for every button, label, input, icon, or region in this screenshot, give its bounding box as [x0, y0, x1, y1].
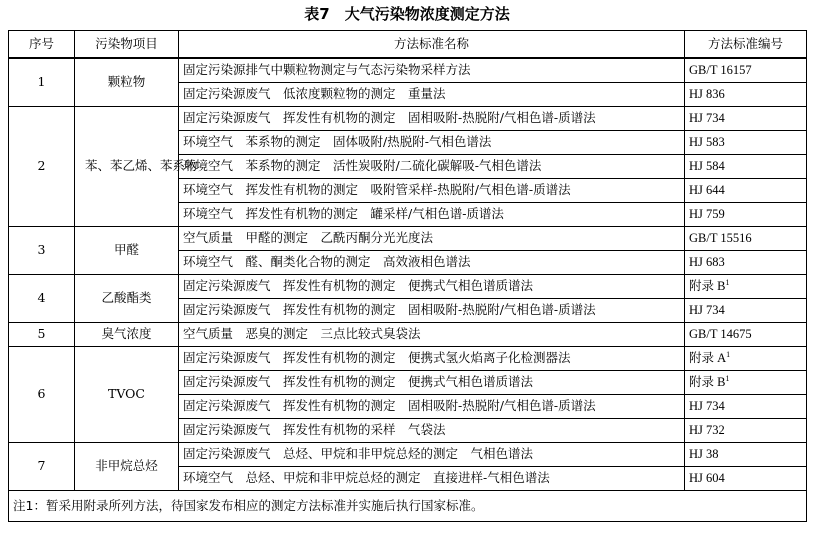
method-code-text: HJ 584: [689, 159, 725, 173]
row-number: 4: [9, 274, 75, 322]
method-code-text: HJ 732: [689, 423, 725, 437]
footnote-marker: 1: [725, 277, 730, 287]
header-no: 序号: [9, 31, 75, 59]
footnote-marker: 1: [725, 373, 730, 383]
pollutant-item: 颗粒物: [75, 58, 179, 106]
pollutant-item: 苯、苯乙烯、苯系物: [75, 106, 179, 226]
method-code: [685, 154, 807, 178]
method-name: 环境空气 挥发性有机物的测定 吸附管采样-热脱附/气相色谱-质谱法: [179, 178, 685, 202]
method-name: 固定污染源废气 挥发性有机物的测定 固相吸附-热脱附/气相色谱-质谱法: [179, 298, 685, 322]
method-code: [685, 130, 807, 154]
method-name: 环境空气 醛、酮类化合物的测定 高效液相色谱法: [179, 250, 685, 274]
table-row: [9, 442, 807, 466]
method-name: 固定污染源废气 总烃、甲烷和非甲烷总烃的测定 气相色谱法: [179, 442, 685, 466]
method-name: 空气质量 甲醛的测定 乙酰丙酮分光光度法: [179, 226, 685, 250]
method-code: [685, 202, 807, 226]
footnote: 注1：暂采用附录所列方法，待国家发布相应的测定方法标准并实施后执行国家标准。: [9, 490, 807, 521]
pollutant-item: 甲醛: [75, 226, 179, 274]
method-code-text: HJ 836: [689, 87, 725, 101]
method-name: 空气质量 恶臭的测定 三点比较式臭袋法: [179, 322, 685, 346]
pollutant-item: 臭气浓度: [75, 322, 179, 346]
method-code-text: GB/T 15516: [689, 231, 752, 245]
method-code-text: HJ 734: [689, 111, 725, 125]
method-code-text: HJ 604: [689, 471, 725, 485]
method-code-text: HJ 583: [689, 135, 725, 149]
pollutant-item: 非甲烷总烃: [75, 442, 179, 490]
pollutant-item: 乙酸酯类: [75, 274, 179, 322]
header-item: 污染物项目: [75, 31, 179, 59]
header-code: 方法标准编号: [685, 31, 807, 59]
table-row: [9, 346, 807, 370]
row-number: 2: [9, 106, 75, 226]
pollutant-item: TVOC: [75, 346, 179, 442]
method-code-text: HJ 683: [689, 255, 725, 269]
table-row: [9, 226, 807, 250]
method-code-text: GB/T 16157: [689, 63, 752, 78]
footnote-marker: 1: [726, 349, 731, 359]
method-code: [685, 418, 807, 442]
method-code: [685, 58, 807, 82]
methods-table: [8, 30, 807, 522]
method-code: [685, 346, 807, 370]
method-name: 环境空气 苯系物的测定 活性炭吸附/二硫化碳解吸-气相色谱法: [179, 154, 685, 178]
method-code: [685, 106, 807, 130]
method-name: 环境空气 挥发性有机物的测定 罐采样/气相色谱-质谱法: [179, 202, 685, 226]
method-code: [685, 442, 807, 466]
method-code-text: HJ 734: [689, 303, 725, 317]
method-code: [685, 82, 807, 106]
method-code: [685, 250, 807, 274]
method-name: 固定污染源废气 挥发性有机物的测定 固相吸附-热脱附/气相色谱-质谱法: [179, 106, 685, 130]
method-code-text: 附录 A: [689, 351, 727, 365]
method-code: [685, 466, 807, 490]
method-code: [685, 370, 807, 394]
method-code: [685, 274, 807, 298]
table-row: [9, 58, 807, 82]
method-name: 固定污染源废气 挥发性有机物的测定 固相吸附-热脱附/气相色谱-质谱法: [179, 394, 685, 418]
method-code: [685, 298, 807, 322]
method-name: 固定污染源废气 挥发性有机物的测定 便携式气相色谱质谱法: [179, 274, 685, 298]
method-code: [685, 322, 807, 346]
table-body: [9, 58, 807, 490]
row-number: 5: [9, 322, 75, 346]
method-name: 固定污染源废气 低浓度颗粒物的测定 重量法: [179, 82, 685, 106]
method-name: 环境空气 苯系物的测定 固体吸附/热脱附-气相色谱法: [179, 130, 685, 154]
row-number: 7: [9, 442, 75, 490]
method-name: 固定污染源排气中颗粒物测定与气态污染物采样方法: [179, 58, 685, 82]
method-code-text: HJ 38: [689, 447, 719, 461]
table-row: [9, 322, 807, 346]
method-code-text: HJ 644: [689, 183, 725, 197]
table-title: 表7 大气污染物浓度测定方法: [304, 5, 510, 23]
method-code: [685, 178, 807, 202]
method-code-text: HJ 734: [689, 399, 725, 413]
method-code-text: HJ 759: [689, 207, 725, 221]
table-row: [9, 106, 807, 130]
method-name: 固定污染源废气 挥发性有机物的测定 便携式气相色谱质谱法: [179, 370, 685, 394]
method-code-text: 附录 B: [689, 375, 726, 389]
method-code-text: GB/T 14675: [689, 327, 752, 341]
header-method: 方法标准名称: [179, 31, 685, 59]
row-number: 6: [9, 346, 75, 442]
header-row: [9, 31, 807, 59]
method-name: 固定污染源废气 挥发性有机物的采样 气袋法: [179, 418, 685, 442]
method-code: [685, 226, 807, 250]
method-code-text: 附录 B: [689, 279, 726, 293]
row-number: 3: [9, 226, 75, 274]
method-name: 固定污染源废气 挥发性有机物的测定 便携式氢火焰离子化检测器法: [179, 346, 685, 370]
table-row: [9, 274, 807, 298]
method-code: [685, 394, 807, 418]
row-number: 1: [9, 58, 75, 106]
method-name: 环境空气 总烃、甲烷和非甲烷总烃的测定 直接进样-气相色谱法: [179, 466, 685, 490]
